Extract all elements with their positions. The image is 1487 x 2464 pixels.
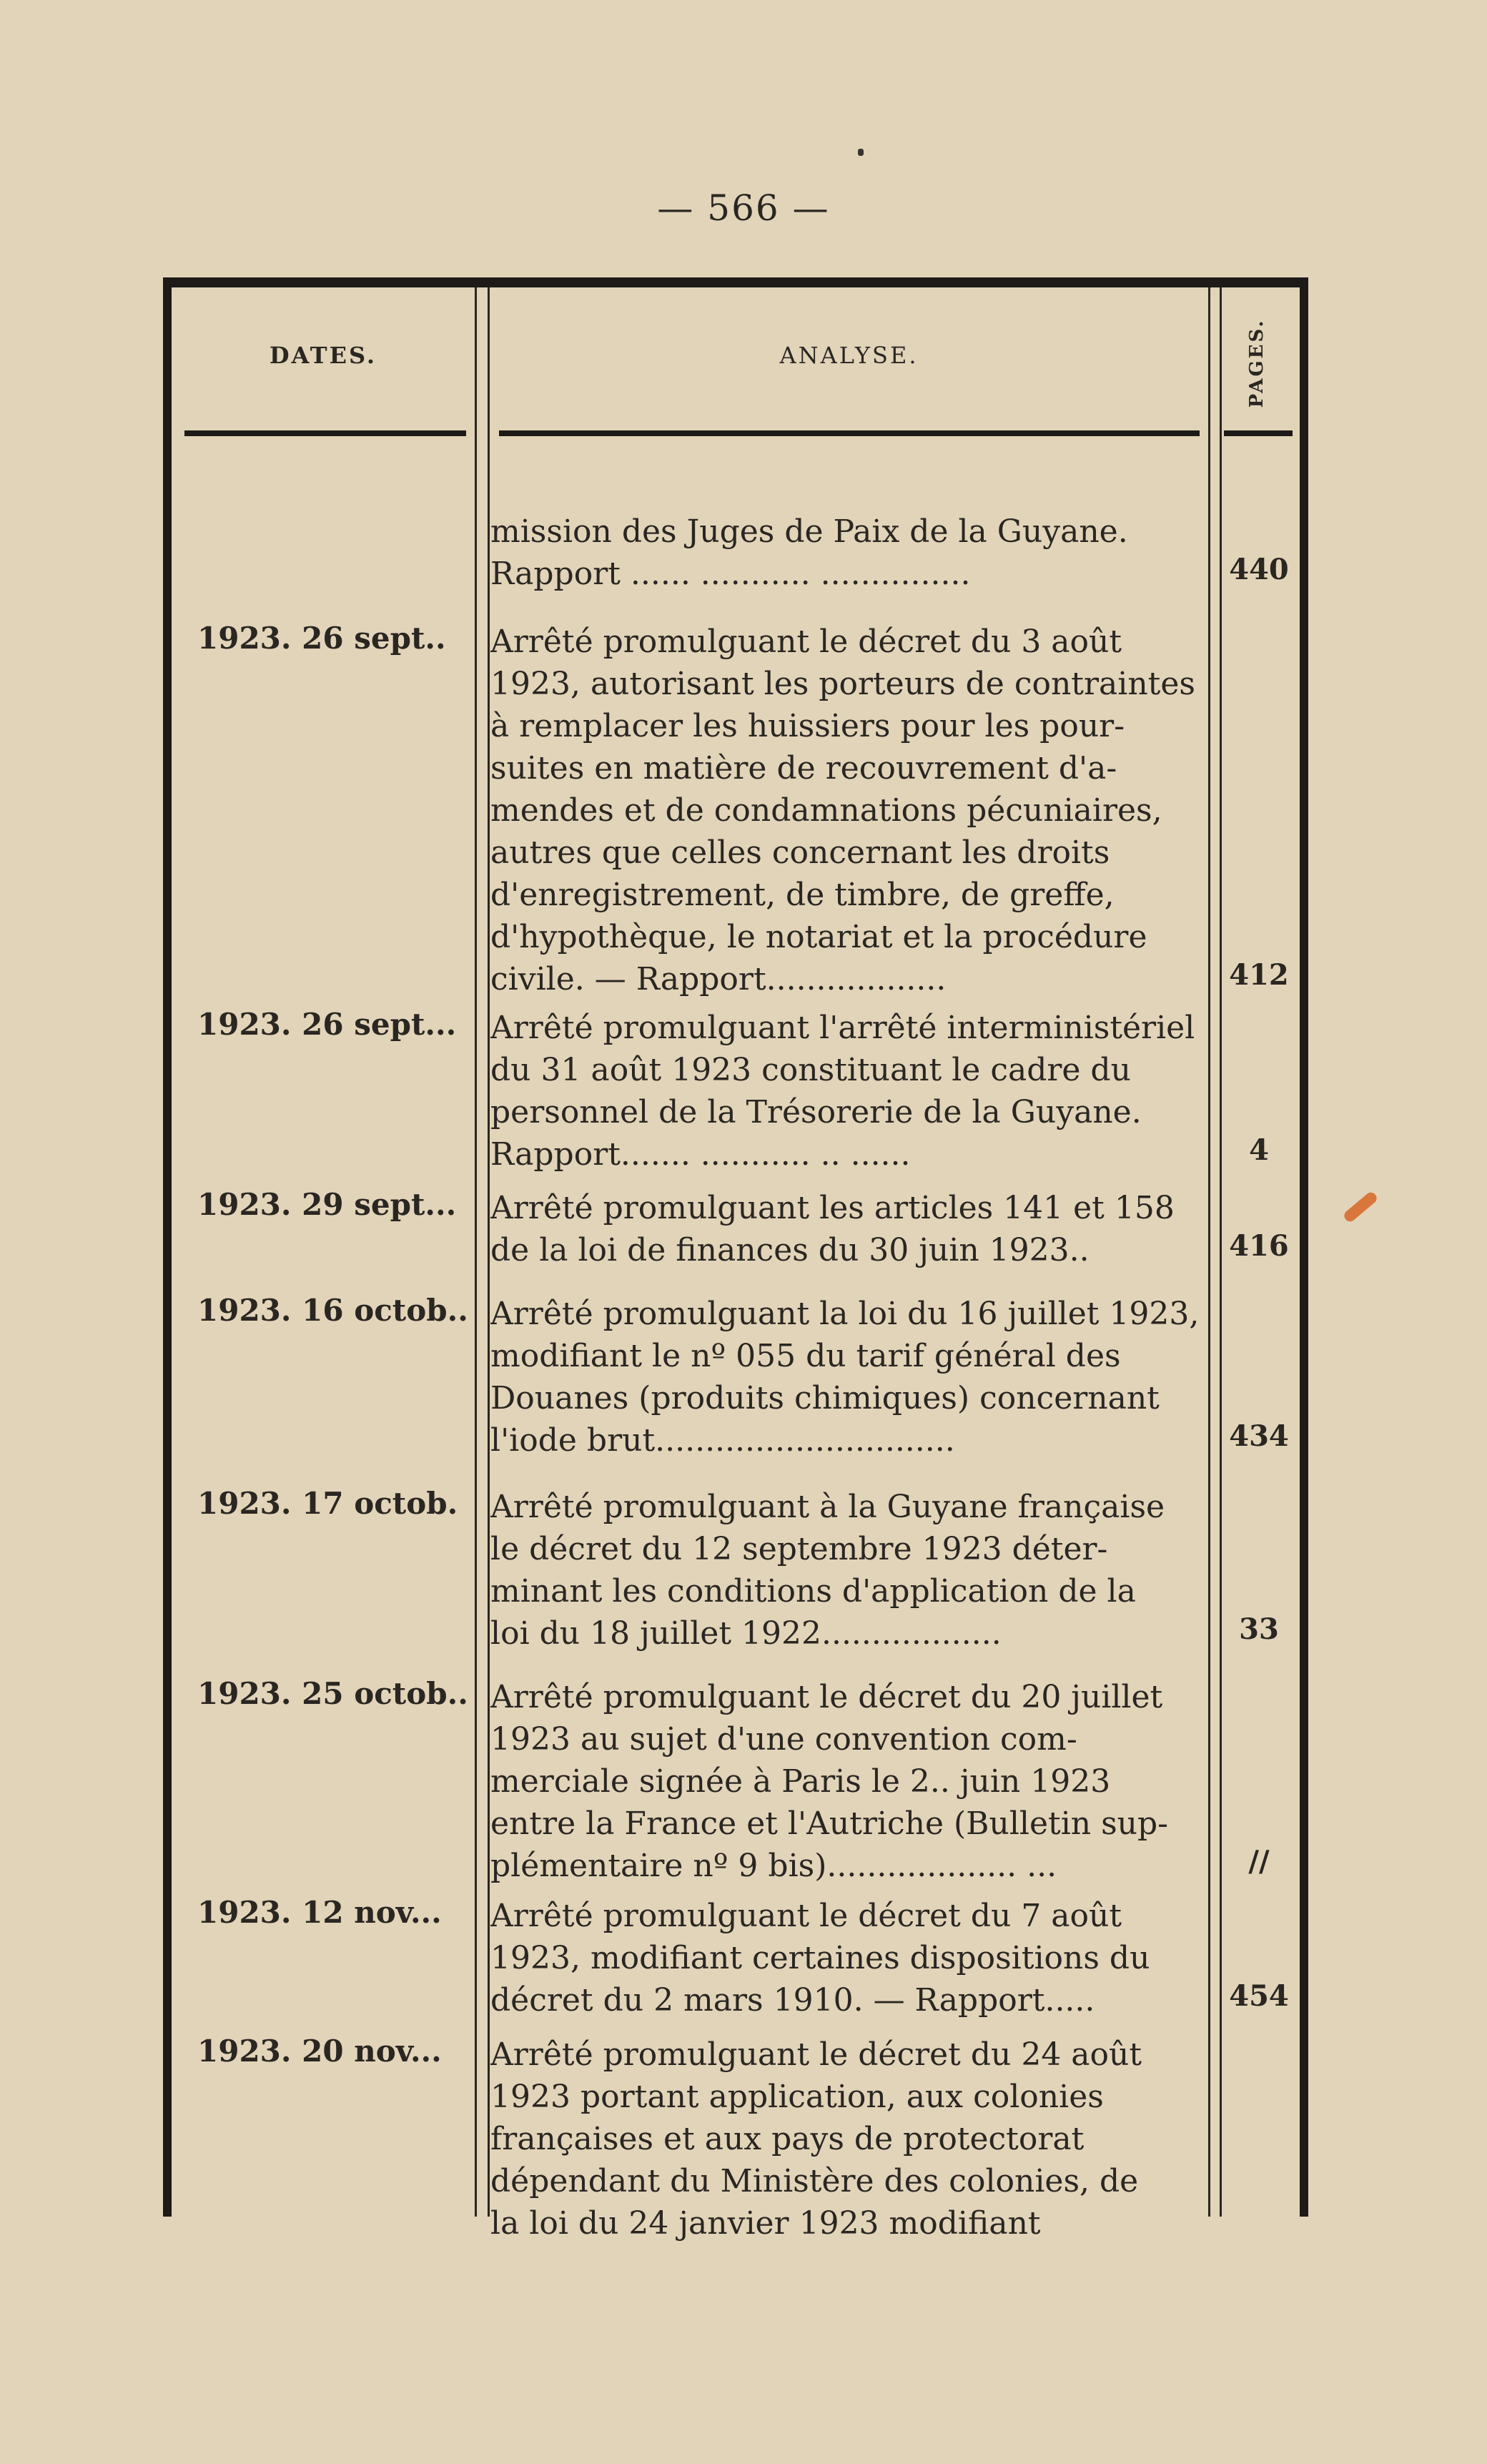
analysis-line: d'enregistrement, de timbre, de greffe, — [490, 877, 1115, 913]
analysis-line: françaises et aux pays de protectorat — [490, 2121, 1085, 2157]
analysis-line: autres que celles concernant les droits — [490, 834, 1110, 871]
analysis-line: Rapport....... ........... .. ...... — [490, 1136, 911, 1173]
entry-analysis — [490, 1007, 1205, 1176]
analysis-line: l'iode brut.............................. — [490, 1422, 955, 1459]
entry-page: 416 — [1229, 1229, 1289, 1263]
analysis-line: 1923, autorisant les porteurs de contraintes — [490, 666, 1195, 702]
analysis-line: la loi du 24 janvier 1923 modifiant — [490, 2205, 1041, 2242]
analysis-line: Arrêté promulguant la loi du 16 juillet 1923, — [490, 1296, 1200, 1332]
analysis-line: décret du 2 mars 1910. — Rapport..... — [490, 1982, 1095, 2019]
header-dates: DATES. — [269, 342, 377, 369]
column-divider — [1220, 287, 1222, 2217]
header-analyse: ANALYSE. — [779, 342, 919, 369]
register-table — [163, 277, 1308, 2242]
entry-analysis — [490, 621, 1205, 1000]
analysis-line: Arrêté promulguant le décret du 7 août — [490, 1898, 1122, 1934]
entry-date: 1923. 29 sept... — [197, 1187, 457, 1222]
analysis-line: Douanes (produits chimiques) concernant — [490, 1380, 1160, 1416]
table-right-border — [1300, 277, 1308, 2217]
entry-analysis — [490, 1293, 1205, 1462]
table-left-border — [163, 277, 172, 2217]
analysis-line: de la loi de finances du 30 juin 1923.. — [490, 1232, 1090, 1268]
entry-date: 1923. 17 octob. — [197, 1486, 458, 1521]
entry-analysis — [490, 1895, 1205, 2021]
entry-date: 1923. 26 sept.. — [197, 621, 446, 656]
analysis-line: 1923 portant application, aux colonies — [490, 2079, 1104, 2115]
analysis-line: le décret du 12 septembre 1923 déter- — [490, 1531, 1108, 1567]
header-rule — [1224, 430, 1293, 436]
analysis-line: d'hypothèque, le notariat et la procédure — [490, 919, 1147, 955]
entry-date: 1923. 20 nov... — [197, 2034, 442, 2069]
entry-date: 1923. 25 octob.. — [197, 1676, 468, 1711]
page-number: — 566 — — [657, 187, 830, 229]
header-rule — [184, 430, 466, 436]
analysis-line: à remplacer les huissiers pour les pour- — [490, 708, 1125, 744]
analysis-line: entre la France et l'Autriche (Bulletin sup- — [490, 1805, 1169, 1842]
analysis-line: Arrêté promulguant le décret du 20 juillet — [490, 1679, 1163, 1715]
header-pages: PAGES. — [1246, 318, 1268, 408]
entry-analysis — [490, 1676, 1205, 1887]
analysis-line: 1923, modifiant certaines dispositions du — [490, 1940, 1150, 1976]
entry-page: 33 — [1239, 1612, 1279, 1646]
analysis-line: Arrêté promulguant le décret du 3 août — [490, 624, 1122, 660]
analysis-line: Arrêté promulguant le décret du 24 août — [490, 2036, 1142, 2073]
entry-page: 412 — [1229, 958, 1289, 992]
analysis-line: Arrêté promulguant les articles 141 et 158 — [490, 1190, 1175, 1226]
entry-date: 1923. 16 octob.. — [197, 1293, 468, 1328]
analysis-line: Rapport ...... ........... ............... — [490, 556, 971, 592]
analysis-line: plémentaire nº 9 bis)................... ... — [490, 1848, 1057, 1884]
entry-analysis — [490, 511, 1205, 595]
entry-date: 1923. 26 sept... — [197, 1007, 457, 1042]
analysis-line: loi du 18 juillet 1922.................. — [490, 1615, 1002, 1652]
column-divider — [1208, 287, 1210, 2217]
entry-analysis — [490, 1486, 1205, 1655]
entry-page: // — [1248, 1845, 1270, 1878]
analysis-line: Arrêté promulguant l'arrêté interministériel — [490, 1010, 1195, 1046]
analysis-line: personnel de la Trésorerie de la Guyane. — [490, 1094, 1142, 1130]
analysis-line: dépendant du Ministère des colonies, de — [490, 2163, 1139, 2199]
entry-date: 1923. 12 nov... — [197, 1895, 442, 1930]
analysis-line: minant les conditions d'application de la — [490, 1573, 1136, 1610]
header-rule — [499, 430, 1200, 436]
analysis-line: Arrêté promulguant à la Guyane française — [490, 1489, 1165, 1525]
entry-page: 440 — [1229, 553, 1289, 586]
analysis-line: 1923 au sujet d'une convention com- — [490, 1721, 1077, 1758]
entry-page: 4 — [1249, 1133, 1269, 1167]
analysis-line: du 31 août 1923 constituant le cadre du — [490, 1052, 1131, 1088]
entry-analysis — [490, 1187, 1205, 1271]
analysis-line: mission des Juges de Paix de la Guyane. — [490, 513, 1128, 550]
entry-page: 434 — [1229, 1419, 1289, 1453]
ink-speck — [858, 149, 864, 156]
analysis-line: merciale signée à Paris le 2.. juin 1923 — [490, 1763, 1111, 1800]
analysis-line: mendes et de condamnations pécuniaires, — [490, 792, 1162, 829]
analysis-line: suites en matière de recouvrement d'a- — [490, 750, 1117, 787]
analysis-line: civile. — Rapport.................. — [490, 961, 947, 997]
analysis-line: modifiant le nº 055 du tarif général des — [490, 1338, 1121, 1374]
entry-page: 454 — [1229, 1979, 1289, 2013]
column-divider — [488, 287, 490, 2217]
table-top-border — [163, 277, 1308, 287]
pencil-mark — [1342, 1191, 1379, 1224]
entry-analysis — [490, 2034, 1205, 2244]
